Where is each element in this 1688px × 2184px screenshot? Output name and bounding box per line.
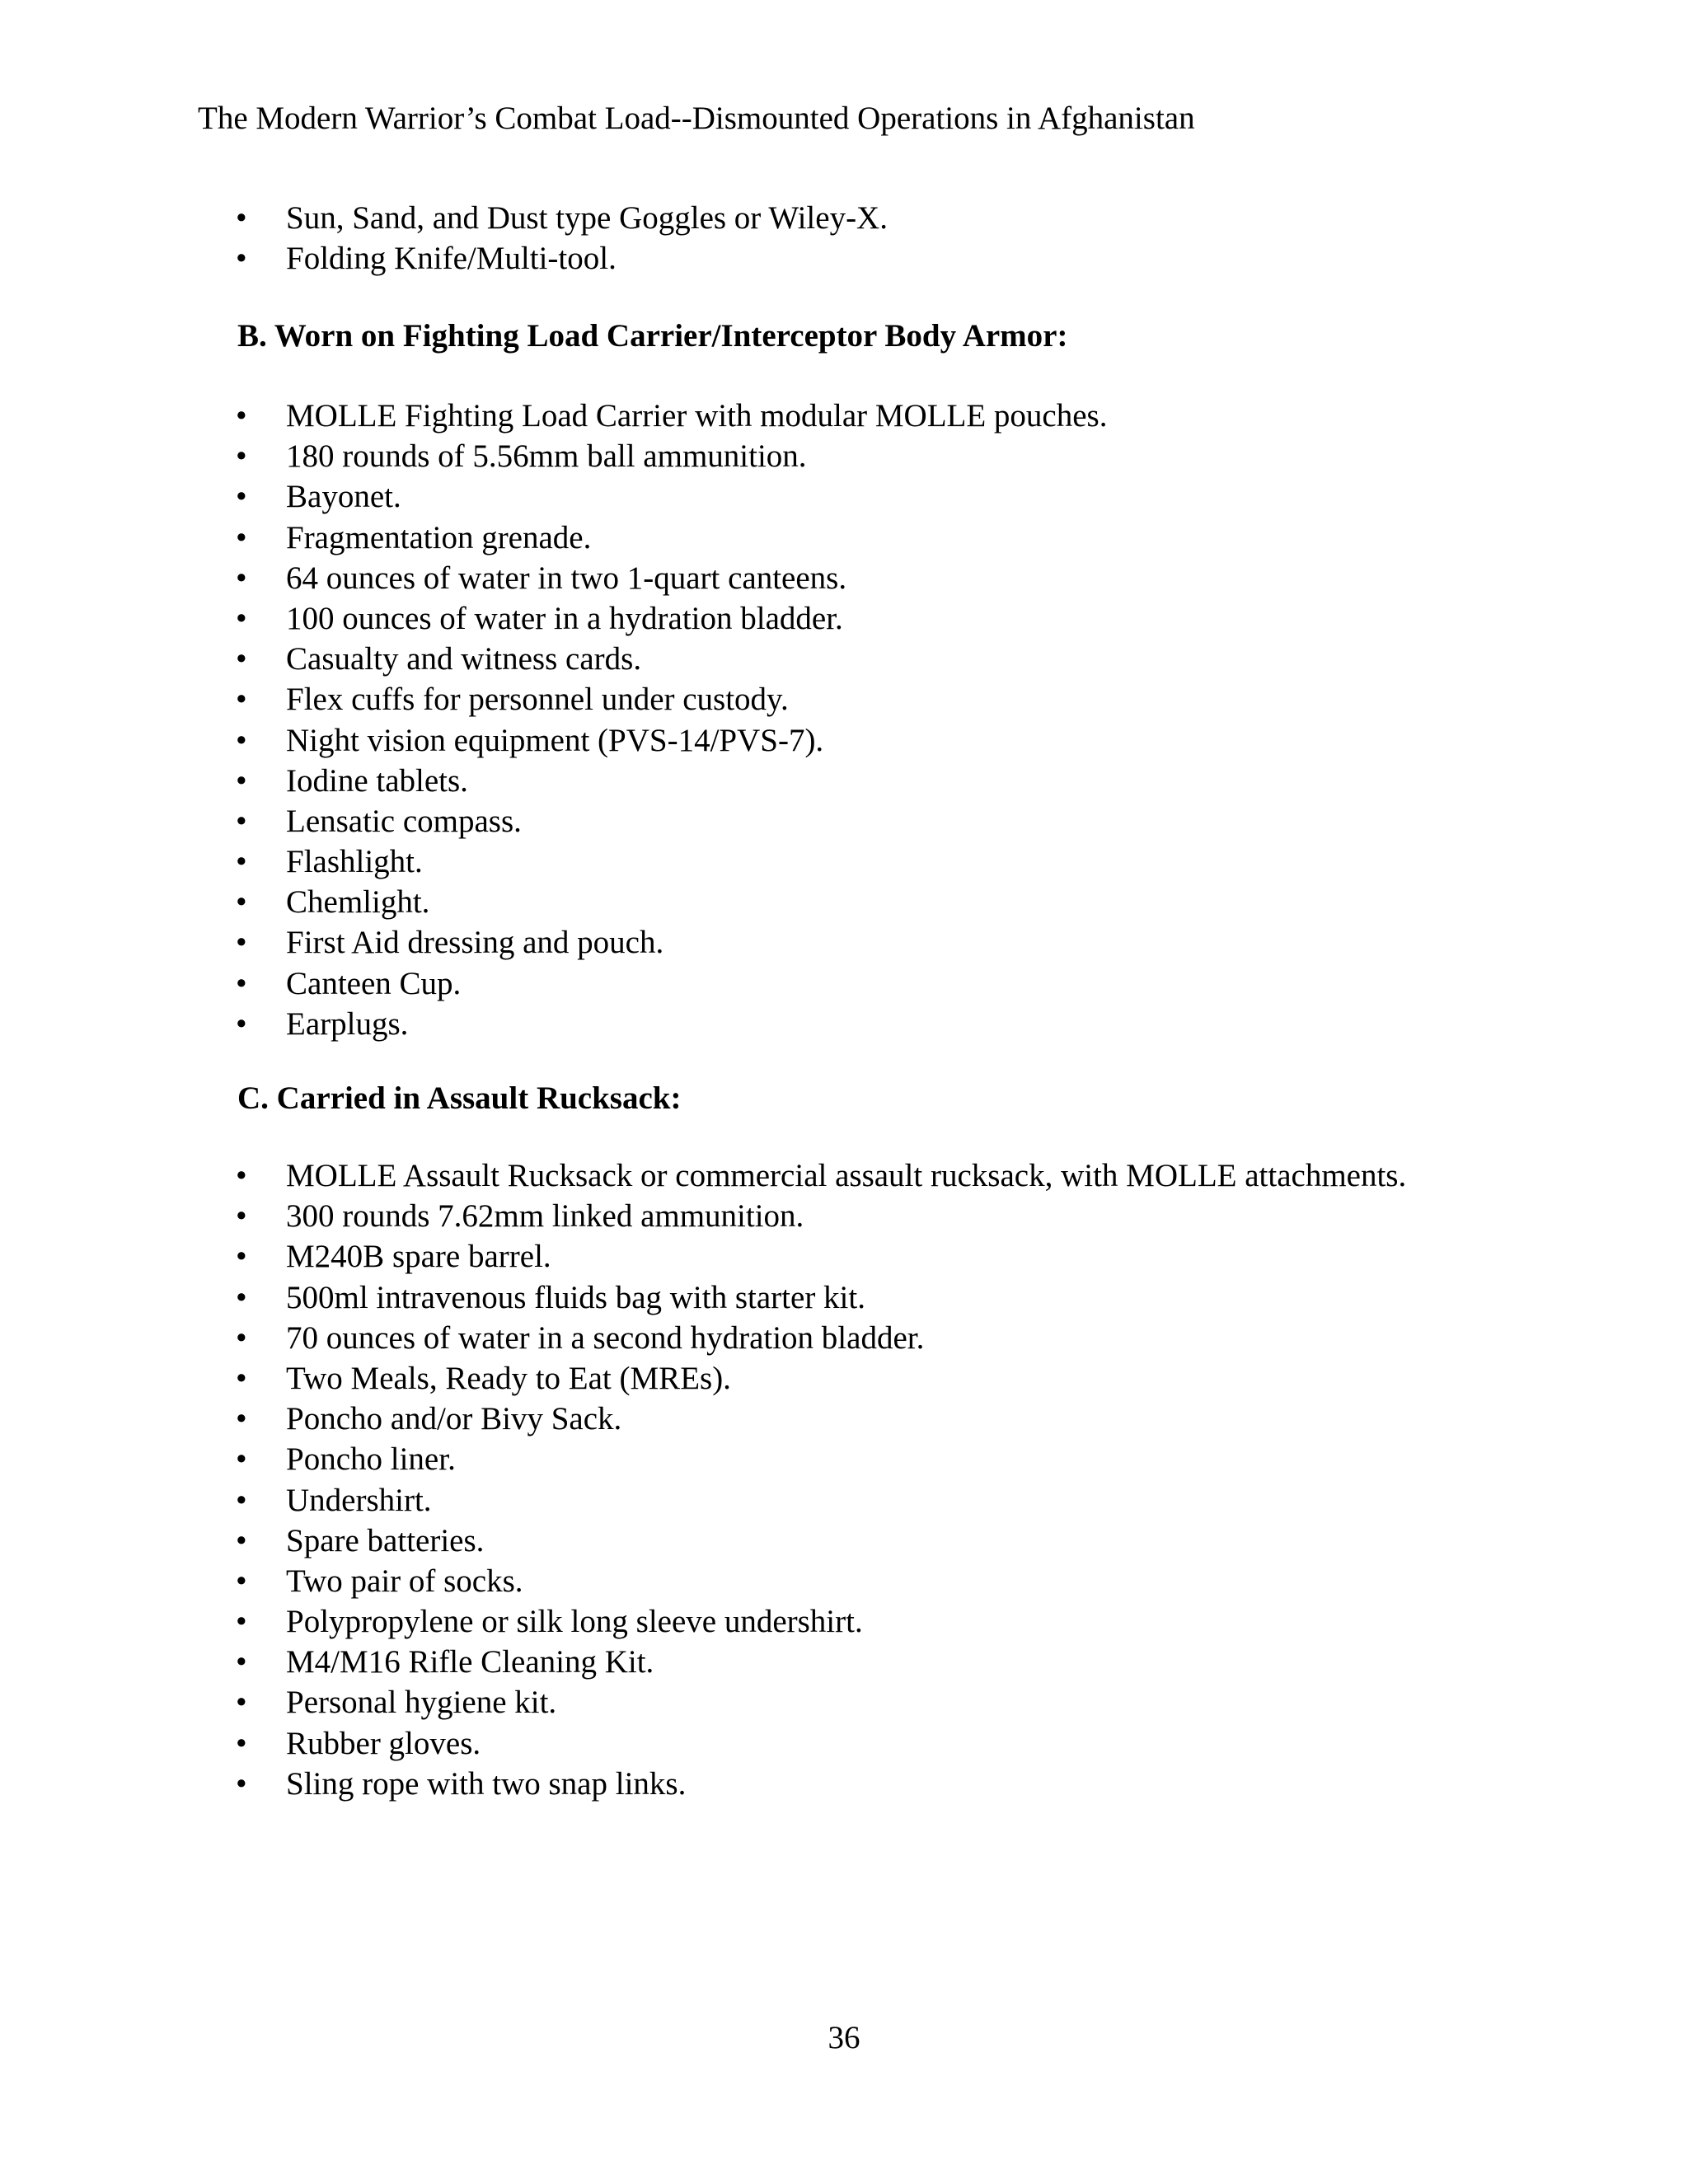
list-item (0, 720, 1688, 761)
list-item (0, 1236, 1688, 1277)
list-item-text: Casualty and witness cards. (286, 641, 642, 677)
list-item-text: MOLLE Assault Rucksack or commercial assault rucksack, with MOLLE attachments. (286, 1158, 1407, 1193)
list-item (0, 476, 1688, 517)
list-item (0, 1480, 1688, 1521)
list-item (0, 1521, 1688, 1561)
bullet-icon: • (236, 1644, 247, 1680)
list-item-text: Folding Knife/Multi-tool. (286, 241, 617, 277)
bullet-icon: • (236, 1522, 247, 1558)
list-item-text: Poncho and/or Bivy Sack. (286, 1401, 622, 1437)
list-item (0, 238, 1688, 279)
bullet-icon: • (236, 641, 247, 677)
bullet-icon: • (236, 1239, 247, 1275)
bullet-icon: • (236, 1360, 247, 1396)
bullet-icon: • (236, 722, 247, 758)
page-number: 36 (828, 2020, 860, 2055)
bullet-icon: • (236, 438, 247, 475)
bullet-icon: • (236, 682, 247, 718)
list-item (0, 436, 1688, 476)
list-item (0, 1277, 1688, 1318)
list-item-text: Sling rope with two snap links. (286, 1765, 687, 1802)
list-item (0, 1196, 1688, 1236)
list-item (0, 1399, 1688, 1439)
list-item (0, 1561, 1688, 1601)
list-item-text: Personal hygiene kit. (286, 1685, 557, 1721)
list-item (0, 761, 1688, 801)
list-item (0, 1642, 1688, 1682)
list-item (0, 963, 1688, 1004)
bullet-icon: • (236, 479, 247, 515)
section-c-list (0, 1155, 1688, 1804)
list-item-text: Fragmentation grenade. (286, 519, 592, 555)
list-item (0, 518, 1688, 558)
bullet-icon: • (236, 884, 247, 921)
bullet-icon: • (236, 1725, 247, 1761)
list-item (0, 1004, 1688, 1044)
list-item-text: Lensatic compass. (286, 803, 522, 839)
bullet-icon: • (236, 844, 247, 880)
list-item (0, 1358, 1688, 1399)
list-item-text: First Aid dressing and pouch. (286, 925, 664, 961)
list-item (0, 396, 1688, 436)
bullet-icon: • (236, 1604, 247, 1640)
list-item (0, 679, 1688, 719)
list-item-text: Sun, Sand, and Dust type Goggles or Wiley-X. (286, 200, 888, 236)
bullet-icon: • (236, 560, 247, 596)
bullet-icon: • (236, 1685, 247, 1721)
bullet-icon: • (236, 1319, 247, 1356)
list-item (0, 801, 1688, 841)
bullet-icon: • (236, 1441, 247, 1478)
bullet-icon: • (236, 1563, 247, 1599)
list-item-text: M240B spare barrel. (286, 1239, 551, 1275)
list-item-text: Two Meals, Ready to Eat (MREs). (286, 1360, 731, 1396)
list-item-text: 70 ounces of water in a second hydration bladder. (286, 1319, 925, 1356)
list-item-text: Spare batteries. (286, 1522, 485, 1558)
section-b-list (0, 396, 1688, 1044)
list-item-text: Poncho liner. (286, 1441, 456, 1478)
list-item-text: Night vision equipment (PVS-14/PVS-7). (286, 722, 824, 758)
list-item (0, 1439, 1688, 1479)
bullet-icon: • (236, 519, 247, 555)
bullet-icon: • (236, 241, 247, 277)
list-item-text: Two pair of socks. (286, 1563, 523, 1599)
bullet-icon: • (236, 965, 247, 1001)
list-item (0, 1764, 1688, 1804)
list-item-text: Flex cuffs for personnel under custody. (286, 682, 789, 718)
list-item-text: 180 rounds of 5.56mm ball ammunition. (286, 438, 807, 475)
bullet-icon: • (236, 1482, 247, 1518)
list-item (0, 882, 1688, 922)
list-item-text: Earplugs. (286, 1005, 409, 1042)
list-item-text: M4/M16 Rifle Cleaning Kit. (286, 1644, 654, 1680)
list-item (0, 1318, 1688, 1358)
list-item-text: 300 rounds 7.62mm linked ammunition. (286, 1198, 804, 1235)
list-item (0, 1723, 1688, 1764)
list-item-text: 500ml intravenous fluids bag with starter kit. (286, 1279, 865, 1315)
list-item (0, 1155, 1688, 1196)
bullet-icon: • (236, 1279, 247, 1315)
bullet-icon: • (236, 1158, 247, 1193)
list-item-text: Polypropylene or silk long sleeve undershirt. (286, 1604, 863, 1640)
bullet-icon: • (236, 600, 247, 636)
running-header: The Modern Warrior’s Combat Load--Dismounted Operations in Afghanistan (198, 101, 1195, 136)
list-item-text: 100 ounces of water in a hydration bladder. (286, 600, 843, 636)
list-item (0, 1601, 1688, 1642)
bullet-icon: • (236, 762, 247, 799)
equipment-list-continued (0, 198, 1688, 279)
list-item (0, 1682, 1688, 1722)
bullet-icon: • (236, 1765, 247, 1802)
list-item (0, 922, 1688, 963)
bullet-icon: • (236, 803, 247, 839)
list-item (0, 198, 1688, 238)
bullet-icon: • (236, 1005, 247, 1042)
bullet-icon: • (236, 1198, 247, 1235)
list-item (0, 598, 1688, 639)
section-b-heading: B. Worn on Fighting Load Carrier/Interceptor Body Armor: (237, 318, 1068, 354)
list-item-text: Bayonet. (286, 479, 401, 515)
bullet-icon: • (236, 1401, 247, 1437)
list-item-text: Canteen Cup. (286, 965, 462, 1001)
list-item-text: Rubber gloves. (286, 1725, 481, 1761)
list-item (0, 639, 1688, 679)
list-item-text: Flashlight. (286, 844, 423, 880)
section-c-heading: C. Carried in Assault Rucksack: (237, 1080, 682, 1116)
list-item (0, 558, 1688, 598)
bullet-icon: • (236, 925, 247, 961)
bullet-icon: • (236, 200, 247, 236)
list-item-text: Undershirt. (286, 1482, 432, 1518)
list-item (0, 841, 1688, 882)
list-item-text: Iodine tablets. (286, 762, 468, 799)
bullet-icon: • (236, 398, 247, 434)
list-item-text: MOLLE Fighting Load Carrier with modular MOLLE pouches. (286, 398, 1108, 434)
list-item-text: Chemlight. (286, 884, 430, 921)
list-item-text: 64 ounces of water in two 1-quart canteens. (286, 560, 847, 596)
